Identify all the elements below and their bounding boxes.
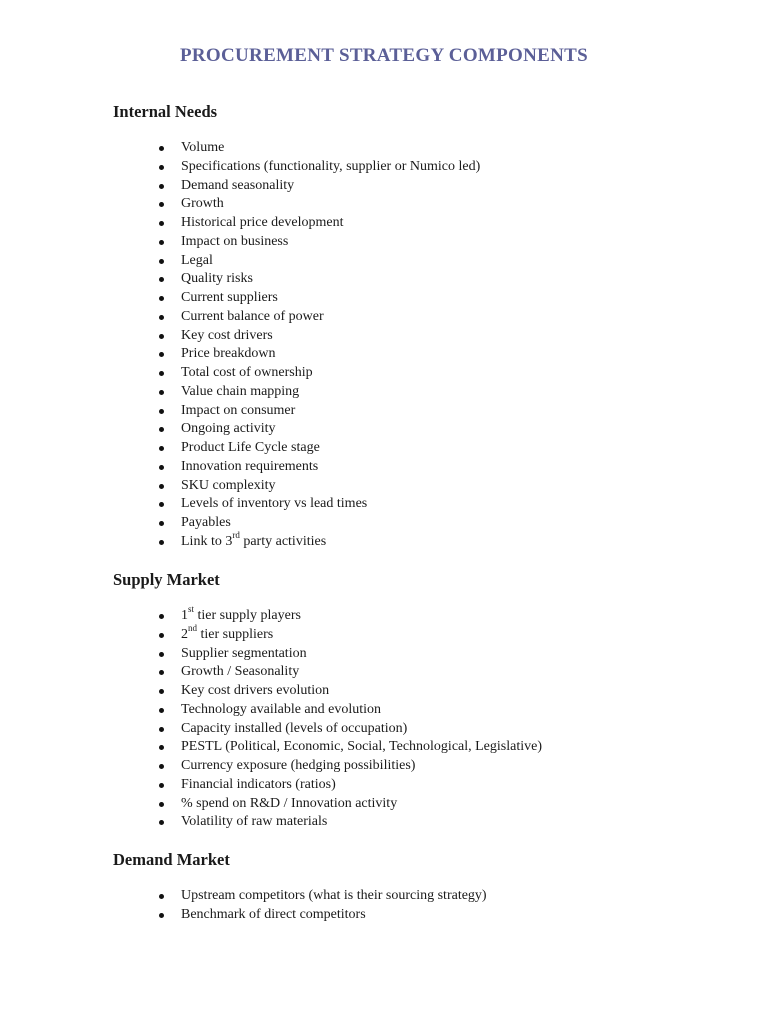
bullet-icon (159, 783, 164, 788)
list-item-text: Historical price development (181, 215, 344, 230)
list-item (113, 477, 733, 496)
bullet-icon (159, 371, 164, 376)
list-item (113, 663, 733, 682)
ordinal-superscript: st (188, 604, 195, 615)
bullet-icon (159, 502, 164, 507)
bullet-icon (159, 184, 164, 189)
list-item (113, 887, 733, 906)
list-item (113, 738, 733, 757)
list-item (113, 214, 733, 233)
list-item-text: Value chain mapping (181, 383, 300, 399)
list-item-text: Technology available and evolution (181, 701, 382, 717)
bullet-icon (159, 315, 164, 320)
list-item-text: Currency exposure (hedging possibilities) (181, 758, 416, 773)
list-item-text: Growth (181, 196, 224, 212)
list-item (113, 345, 733, 364)
list-item-text: PESTL (Political, Economic, Social, Technological, Legislative) (181, 739, 542, 755)
bullet-icon (159, 689, 164, 694)
list-item-text: Ongoing activity (181, 421, 276, 437)
bullet-icon (159, 652, 164, 657)
bullet-icon (159, 614, 164, 619)
bullet-icon (159, 334, 164, 339)
bullet-icon (159, 894, 164, 899)
bullet-icon (159, 409, 164, 414)
bullet-icon (159, 727, 164, 732)
list-item-text: tier supply players (194, 608, 301, 623)
ordinal-superscript: rd (232, 530, 240, 541)
list-item-text: SKU complexity (181, 477, 276, 493)
section-internal-needs (113, 101, 733, 552)
bullet-icon (159, 633, 164, 638)
section-heading: Internal Needs (113, 102, 218, 121)
list-item (113, 139, 733, 158)
bullet-icon (159, 540, 164, 545)
bullet-list (113, 139, 733, 552)
list-item-text: Volatility of raw materials (181, 814, 328, 830)
bullet-icon (159, 277, 164, 282)
bullet-icon (159, 446, 164, 451)
list-item (113, 420, 733, 439)
bullet-icon (159, 802, 164, 807)
list-item (113, 645, 733, 664)
list-item (113, 158, 733, 177)
list-item (113, 327, 733, 346)
bullet-list (113, 604, 733, 832)
list-item-text: Legal (181, 252, 213, 268)
bullet-icon (159, 484, 164, 489)
list-item (113, 233, 733, 252)
list-item (113, 623, 733, 645)
bullet-icon (159, 259, 164, 264)
list-item (113, 530, 733, 552)
list-item-text: Specifications (functionality, supplier or Numico led) (181, 158, 481, 174)
list-item-text: Benchmark of direct competitors (181, 906, 366, 922)
list-item (113, 383, 733, 402)
bullet-icon (159, 521, 164, 526)
list-item-text: Impact on consumer (181, 402, 296, 418)
list-item (113, 195, 733, 214)
list-item (113, 364, 733, 383)
list-item (113, 458, 733, 477)
list-item-text: Product Life Cycle stage (181, 440, 320, 455)
section-supply-market (113, 569, 733, 832)
bullet-icon (159, 764, 164, 769)
list-item-text: 1 (181, 608, 188, 623)
list-item-text: Quality risks (181, 271, 253, 287)
bullet-icon (159, 221, 164, 226)
list-item-text: party activities (239, 533, 327, 549)
section-heading: Supply Market (113, 570, 220, 589)
list-item-text: Total cost of ownership (181, 365, 313, 380)
list-item-text: Capacity installed (levels of occupation) (181, 720, 408, 736)
list-item-text: tier suppliers (197, 626, 274, 642)
list-item-text: Link to 3 (181, 533, 233, 549)
bullet-icon (159, 708, 164, 713)
list-item (113, 720, 733, 739)
list-item (113, 439, 733, 458)
list-item (113, 270, 733, 289)
bullet-icon (159, 296, 164, 301)
list-item (113, 252, 733, 271)
list-item-text: Levels of inventory vs lead times (181, 496, 368, 512)
list-item-text: Supplier segmentation (181, 645, 307, 661)
ordinal-superscript: nd (188, 623, 197, 634)
list-item (113, 604, 733, 626)
bullet-icon (159, 465, 164, 470)
list-item-text: Current balance of power (181, 308, 324, 324)
list-item (113, 402, 733, 421)
list-item-text: Key cost drivers (181, 327, 273, 343)
bullet-icon (159, 146, 164, 151)
list-item (113, 757, 733, 776)
list-item (113, 682, 733, 701)
list-item-text: Demand seasonality (181, 177, 295, 193)
list-item (113, 495, 733, 514)
list-item (113, 514, 733, 533)
list-item-text: Growth / Seasonality (181, 664, 300, 680)
list-item (113, 795, 733, 814)
list-item-text: Upstream competitors (what is their sourcing strategy) (181, 888, 487, 903)
list-item-text: Impact on business (181, 233, 289, 249)
bullet-icon (159, 913, 164, 918)
bullet-icon (159, 240, 164, 245)
list-item (113, 776, 733, 795)
bullet-icon (159, 820, 164, 825)
list-item (113, 308, 733, 327)
list-item (113, 177, 733, 196)
list-item (113, 701, 733, 720)
list-item-text: Price breakdown (181, 346, 276, 362)
list-item-text: Volume (181, 140, 225, 155)
bullet-icon (159, 390, 164, 395)
list-item-text: Key cost drivers evolution (181, 683, 330, 698)
section-heading: Demand Market (113, 850, 230, 869)
list-item-text: Innovation requirements (181, 458, 319, 474)
bullet-icon (159, 165, 164, 170)
bullet-icon (159, 670, 164, 675)
bullet-icon (159, 745, 164, 750)
bullet-icon (159, 427, 164, 432)
bullet-list (113, 887, 733, 925)
list-item (113, 289, 733, 308)
section-demand-market (113, 849, 733, 925)
list-item-text: Payables (181, 515, 231, 530)
list-item-text: 2 (181, 626, 188, 642)
list-item-text: Current suppliers (181, 290, 278, 305)
list-item-text: % spend on R&D / Innovation activity (181, 795, 398, 811)
list-item (113, 813, 733, 832)
list-item-text: Financial indicators (ratios) (181, 776, 336, 792)
document-title: PROCUREMENT STRATEGY COMPONENTS (180, 45, 588, 66)
bullet-icon (159, 202, 164, 207)
bullet-icon (159, 352, 164, 357)
list-item (113, 906, 733, 925)
